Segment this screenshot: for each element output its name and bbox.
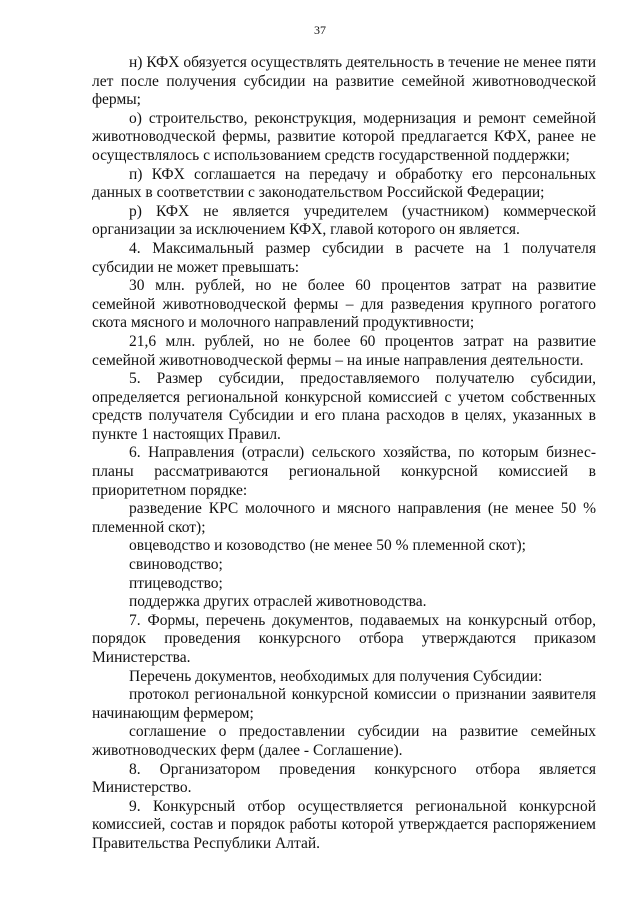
paragraph-p: п) КФХ соглашается на передачу и обработку его персональных данных в соответствии с законодательством Российской Федерации; [92, 165, 596, 202]
paragraph-6: 6. Направления (отрасли) сельского хозяйства, по которым бизнес-планы рассматриваются региональной конкурсной комиссией в приоритетном порядке: [92, 444, 596, 499]
page-number: 37 [314, 23, 326, 37]
document-body [92, 54, 596, 854]
paragraph-documents-item-2: соглашение о предоставлении субсидии на развитие семейных животноводческих ферм (далее - Соглашение). [92, 723, 596, 759]
paragraph-5: 5. Размер субсидии, предоставляемого получателю субсидии, определяется региональной конкурсной комиссией с учетом собственных средств получателя Субсидии и его плана расходов в целях, указанных в пункте 1 настоящих Правил. [92, 370, 596, 443]
paragraph-6-item-2: овцеводство и козоводство (не менее 50 % племенной скот); [129, 537, 526, 555]
paragraph-6-item-5: поддержка других отраслей животноводства. [129, 593, 427, 611]
paragraph-documents-item-1: протокол региональной конкурсной комиссии о признании заявителя начинающим фермером; [92, 686, 596, 722]
paragraph-9: 9. Конкурсный отбор осуществляется региональной конкурсной комиссией, состав и порядок работы которой утверждается распоряжением Правительства Республики Алтай. [92, 797, 596, 852]
paragraph-r: р) КФХ не является учредителем (участником) коммерческой организации за исключением КФХ, главой которого он является. [92, 202, 596, 239]
paragraph-documents-list-heading: Перечень документов, необходимых для получения Субсидии: [129, 667, 543, 685]
paragraph-n: н) КФХ обязуется осуществлять деятельность в течение не менее пяти лет после получения субсидии на развитие семейной животноводческой фермы; [92, 54, 596, 109]
paragraph-4-item-1: 30 млн. рублей, но не более 60 процентов затрат на развитие семейной животноводческой фермы – для разведения крупного рогатого скота мясного и молочного направлений продуктивности; [92, 277, 596, 332]
paragraph-4: 4. Максимальный размер субсидии в расчете на 1 получателя субсидии не может превышать: [92, 239, 596, 276]
paragraph-8: 8. Организатором проведения конкурсного отбора является Министерство. [92, 760, 596, 797]
paragraph-6-item-3: свиноводство; [129, 556, 223, 574]
paragraph-4-item-2: 21,6 млн. рублей, но не более 60 процентов затрат на развитие семейной животноводческой фермы – на иные направления деятельности. [92, 332, 596, 369]
paragraph-6-item-1: разведение КРС молочного и мясного направления (не менее 50 % племенной скот); [92, 500, 596, 536]
paragraph-o: о) строительство, реконструкция, модернизация и ремонт семейной животноводческой фермы, развитие которой предлагается КФХ, ранее не осуществлялось с использованием средств государственной поддержки; [92, 109, 596, 164]
paragraph-6-item-4: птицеводство; [129, 574, 223, 592]
paragraph-7: 7. Формы, перечень документов, подаваемых на конкурсный отбор, порядок проведения конкурсного отбора утверждаются приказом Министерства. [92, 611, 596, 666]
